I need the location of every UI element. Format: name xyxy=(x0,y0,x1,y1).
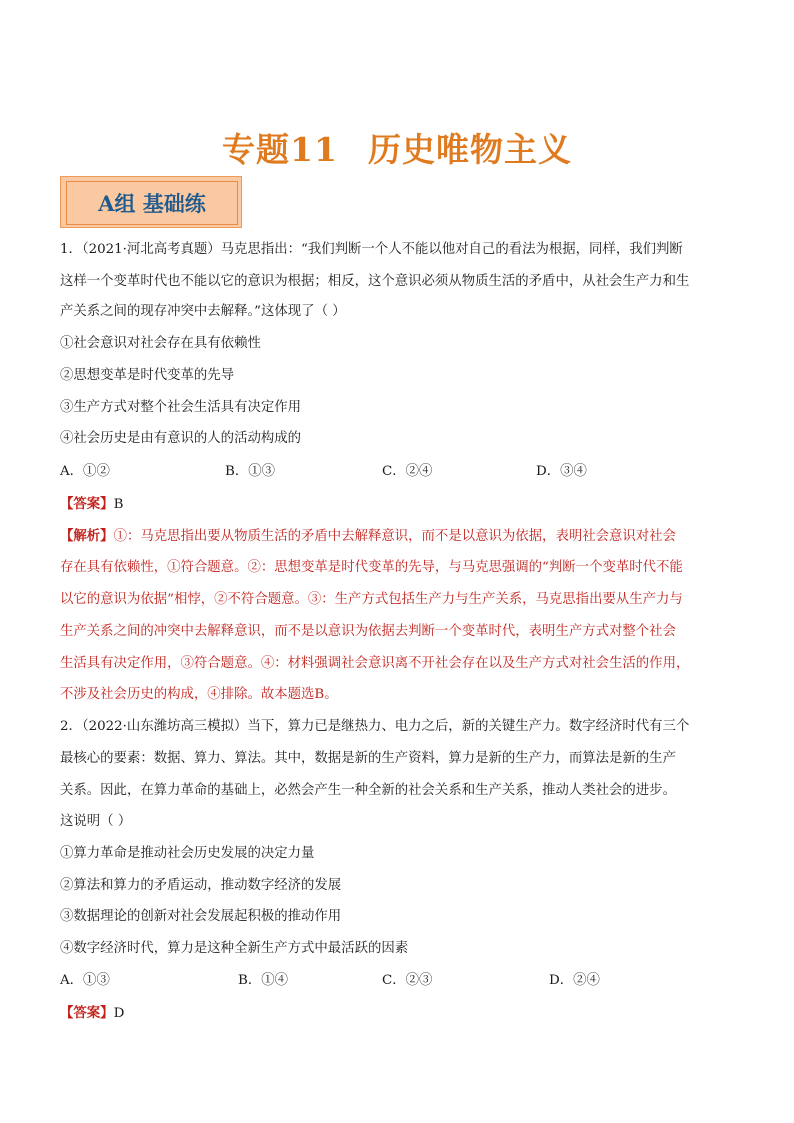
q1-answer-tag: 【答案】 xyxy=(60,496,114,512)
group-label-box xyxy=(60,176,242,228)
title-part2: 历史唯物主义 xyxy=(367,130,572,169)
q1-stem-line-3: 产关系之间的现存冲突中去解释。”这体现了（ ） xyxy=(60,304,346,319)
q2-stem-line-4: 这说明（ ） xyxy=(60,814,132,829)
q2-option-b: B．①④ xyxy=(238,973,289,988)
q1-stem-line-1: 1．（2021·河北高考真题）马克思指出：“我们判断一个人不能以他对自己的看法为根据，同样，我们判断 xyxy=(60,242,683,257)
q2-item-2: ②算法和算力的矛盾运动，推动数字经济的发展 xyxy=(60,878,342,893)
group-label: A组 基础练 xyxy=(66,181,238,225)
q2-item-1: ①算力革命是推动社会历史发展的决定力量 xyxy=(60,846,315,861)
q2-option-a: A．①③ xyxy=(60,973,110,988)
q1-analysis-line-2: 存在具有依赖性，①符合题意。②：思想变革是时代变革的先导，与马克思强调的“判断一个变革时代不能 xyxy=(60,560,683,575)
q1-analysis-line-1 xyxy=(60,526,676,547)
title-part1: 专题11 xyxy=(222,130,338,169)
q1-answer xyxy=(60,494,123,515)
q1-option-b: B．①③ xyxy=(225,464,276,479)
q1-stem-line-2: 这样一个变革时代也不能以它的意识为根据；相反，这个意识必须从物质生活的矛盾中，从社会生产力和生 xyxy=(60,274,690,289)
q1-item-3: ③生产方式对整个社会生活具有决定作用 xyxy=(60,400,302,415)
q1-analysis-line-6: 不涉及社会历史的构成，④排除。故本题选B。 xyxy=(60,687,338,702)
q2-item-4: ④数字经济时代，算力是这种全新生产方式中最活跃的因素 xyxy=(60,941,409,956)
q1-analysis-line-4: 生产关系之间的冲突中去解释意识，而不是以意识为依据去判断一个变革时代，表明生产方式对整个社会 xyxy=(60,624,676,639)
q1-answer-value: B xyxy=(113,497,124,512)
q2-answer-tag: 【答案】 xyxy=(60,1005,114,1021)
q2-option-d: D．②④ xyxy=(549,973,600,988)
q1-analysis-line-5: 生活具有决定作用，③符合题意。④：材料强调社会意识离不开社会存在以及生产方式对社会生活的作用， xyxy=(60,656,690,671)
q2-option-c: C．②③ xyxy=(382,973,433,988)
q2-stem-line-3: 关系。因此，在算力革命的基础上，必然会产生一种全新的社会关系和生产关系，推动人类社会的进步。 xyxy=(60,783,676,798)
q2-answer xyxy=(60,1003,124,1024)
q1-analysis-text-1: ①：马克思指出要从物质生活的矛盾中去解释意识，而不是以意识为依据，表明社会意识对社会 xyxy=(113,529,676,544)
q2-stem-line-2: 最核心的要素：数据、算力、算法。其中，数据是新的生产资料，算力是新的生产力，而算法是新的生产 xyxy=(60,751,676,766)
q1-option-c: C．②④ xyxy=(382,464,433,479)
q1-analysis-line-3: 以它的意识为依据”相悖，②不符合题意。③：生产方式包括生产力与生产关系，马克思指出要从生产力与 xyxy=(60,592,683,607)
q1-item-1: ①社会意识对社会存在具有依赖性 xyxy=(60,336,261,351)
q1-analysis-tag: 【解析】 xyxy=(60,528,114,544)
q1-option-d: D．③④ xyxy=(536,464,587,479)
page-title xyxy=(0,124,794,171)
q2-stem-line-1: 2．（2022·山东潍坊高三模拟）当下，算力已是继热力、电力之后，新的关键生产力。数字经济时代有三个 xyxy=(60,719,690,734)
q2-answer-value: D xyxy=(113,1006,125,1021)
q1-item-4: ④社会历史是由有意识的人的活动构成的 xyxy=(60,431,302,446)
q2-item-3: ③数据理论的创新对社会发展起积极的推动作用 xyxy=(60,909,342,924)
q1-option-a: A．①② xyxy=(60,464,110,479)
q1-item-2: ②思想变革是时代变革的先导 xyxy=(60,368,235,383)
